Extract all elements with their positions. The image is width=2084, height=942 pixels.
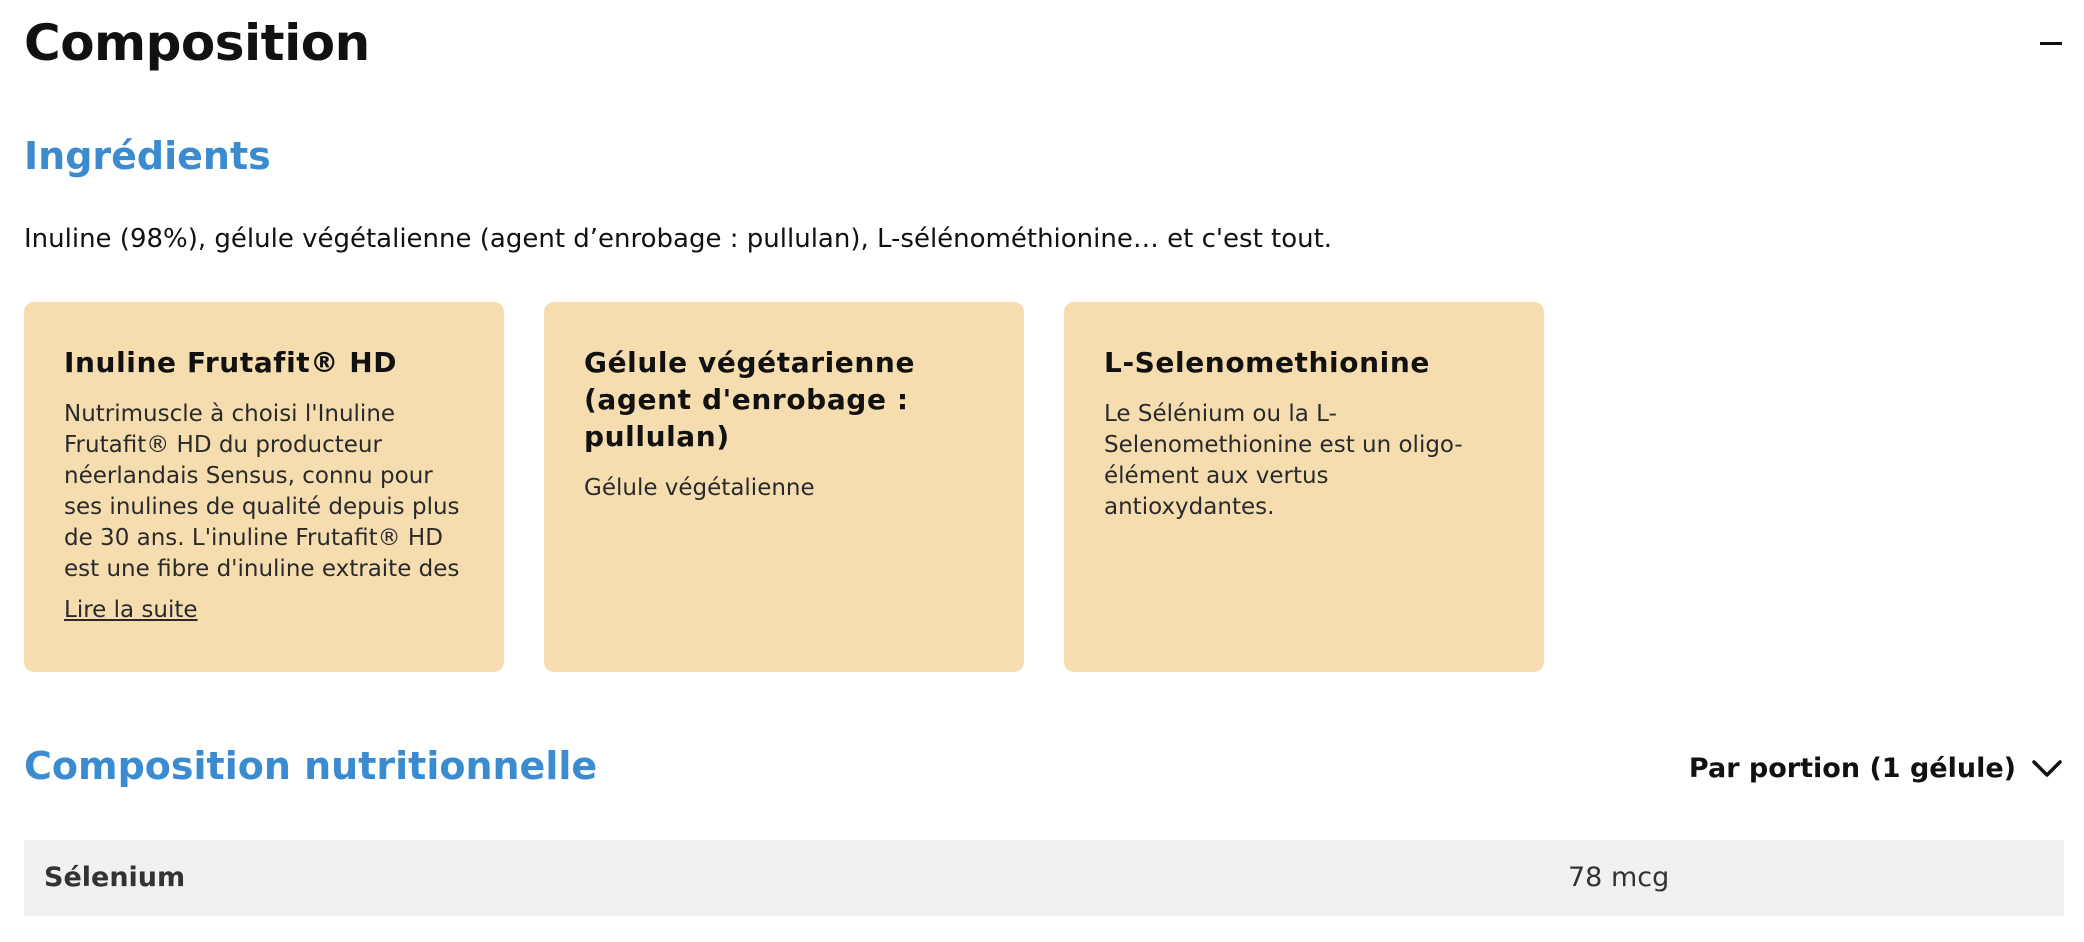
portion-label: Par portion (1 gélule)	[1688, 752, 2016, 784]
card-title: Inuline Frutafit® HD	[64, 346, 398, 379]
read-more-link[interactable]: Lire la suite	[64, 597, 198, 623]
nutrition-table	[24, 840, 2064, 916]
ingredients-intro: Inuline (98%), gélule végétalienne (agent d’enrobage : pullulan), L-sélénométhionine… et c'est tout.	[24, 224, 1333, 254]
nutrient-name: Sélenium	[44, 862, 186, 893]
ingredients-heading: Ingrédients	[24, 134, 271, 178]
table-row	[24, 840, 2064, 916]
ingredient-card-capsule	[544, 302, 1024, 672]
chevron-down-icon	[2030, 756, 2064, 780]
card-text: Gélule végétalienne	[584, 475, 815, 501]
portion-dropdown[interactable]	[1689, 748, 2064, 788]
card-title: L-Selenomethionine	[1104, 346, 1430, 379]
card-text: Le Sélénium ou la L-Selenomethionine est un oligo-élément aux vertus antioxydantes.	[1104, 401, 1463, 520]
composition-section-header	[24, 8, 2074, 78]
ingredient-card-selenomethionine	[1064, 302, 1544, 672]
section-title: Composition	[24, 14, 370, 72]
ingredient-card-inuline	[24, 302, 504, 672]
minus-icon	[2040, 42, 2062, 45]
nutrient-value: 78 mcg	[1568, 862, 1670, 893]
nutrition-heading: Composition nutritionnelle	[24, 744, 598, 788]
card-text: Nutrimuscle à choisi l'Inuline Frutafit® HD du producteur néerlandais Sensus, connu pour ses inulines de qualité depuis plus de 30 ans. L'inuline Frutafit® HD est une fibre d'inuline extraite des	[64, 401, 460, 582]
card-title: Gélule végétarienne (agent d'enrobage : pullulan)	[584, 346, 916, 453]
collapse-button[interactable]	[2034, 20, 2074, 60]
